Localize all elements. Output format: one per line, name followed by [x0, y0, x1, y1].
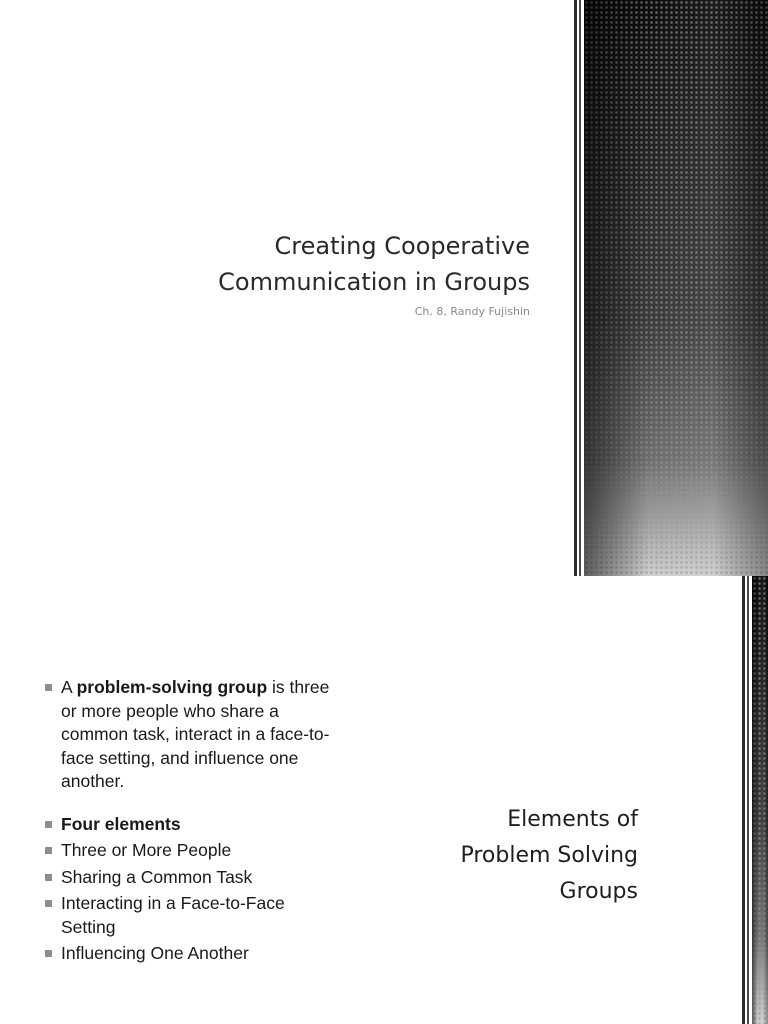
slide-1-subtitle: Ch. 8, Randy Fujishin: [414, 305, 530, 318]
decorative-divider: [579, 0, 581, 576]
elements-heading: Four elements: [61, 813, 181, 834]
decorative-divider: [747, 576, 749, 1024]
decorative-divider: [742, 576, 745, 1024]
slide-2-title-line-3: Groups: [559, 879, 638, 904]
slide-1-title-line-1: Creating Cooperative: [274, 232, 530, 260]
bullet-elements-heading: [44, 813, 344, 837]
definition-term: problem-solving group: [76, 677, 268, 697]
decorative-divider: [574, 0, 577, 576]
bullet-element: Influencing One Another: [44, 942, 344, 966]
slide-2-title: [378, 802, 638, 910]
slide-2-title-line-2: Problem Solving: [460, 843, 638, 868]
slide-1-title-line-2: Communication in Groups: [218, 268, 530, 296]
bullet-definition: [44, 676, 344, 794]
bullet-element: Three or More People: [44, 839, 344, 863]
bullet-element: Sharing a Common Task: [44, 866, 344, 890]
slide-1-title: [110, 228, 530, 300]
decorative-textured-panel: [752, 576, 768, 1024]
definition-rest: is three or more people who share a common task, interact in a face-to-face setting, and influence one another.: [61, 677, 330, 791]
bullet-element: Interacting in a Face-to-Face Setting: [44, 892, 344, 939]
definition-prefix: A: [61, 677, 77, 697]
slide-elements: [0, 576, 768, 1024]
slide-2-title-line-1: Elements of: [507, 807, 638, 832]
decorative-textured-panel: [584, 0, 768, 576]
bullet-list: [44, 676, 344, 966]
